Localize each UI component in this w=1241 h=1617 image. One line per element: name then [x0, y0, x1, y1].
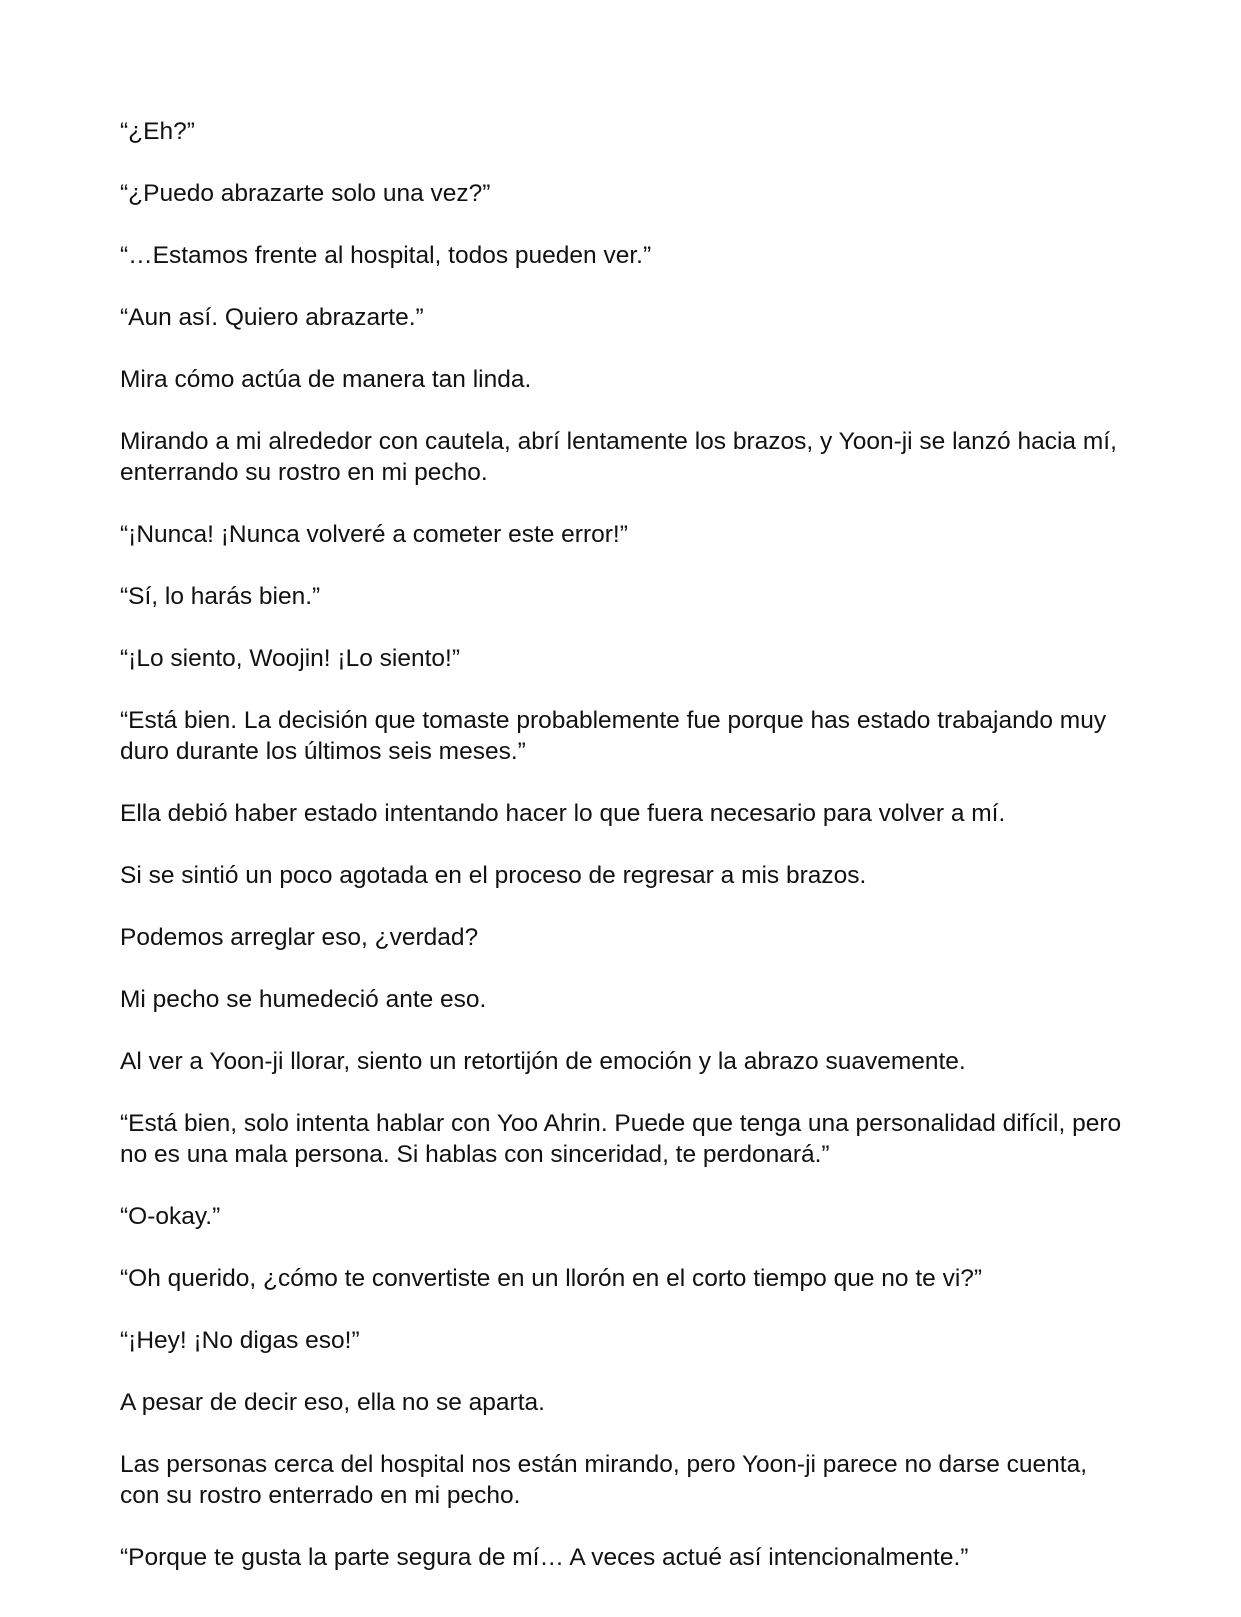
document-body — [120, 116, 1130, 1604]
paragraph: “¡Hey! ¡No digas eso!” — [120, 1327, 360, 1354]
paragraph: “Está bien. La decisión que tomaste probablemente fue porque has estado trabajando muy duro durante los últimos seis meses.” — [120, 707, 1107, 765]
paragraph: A pesar de decir eso, ella no se aparta. — [120, 1389, 545, 1416]
paragraph: Si se sintió un poco agotada en el proceso de regresar a mis brazos. — [120, 862, 867, 889]
paragraph: “…Estamos frente al hospital, todos pueden ver.” — [120, 242, 652, 269]
paragraph: Ella debió haber estado intentando hacer lo que fuera necesario para volver a mí. — [120, 800, 1006, 827]
paragraph: Podemos arreglar eso, ¿verdad? — [120, 924, 479, 951]
paragraph: “Está bien, solo intenta hablar con Yoo Ahrin. Puede que tenga una personalidad difícil, pero no es una mala persona. Si hablas con sinceridad, te perdonará.” — [120, 1110, 1122, 1168]
paragraph: Mirando a mi alrededor con cautela, abrí lentamente los brazos, y Yoon-ji se lanzó hacia mí, enterrando su rostro en mi pecho. — [120, 428, 1117, 486]
paragraph: Las personas cerca del hospital nos están mirando, pero Yoon-ji parece no darse cuenta, con su rostro enterrado en mi pecho. — [120, 1451, 1088, 1509]
paragraph: “Oh querido, ¿cómo te convertiste en un llorón en el corto tiempo que no te vi?” — [120, 1265, 983, 1292]
paragraph: “Sí, lo harás bien.” — [120, 583, 321, 610]
paragraph: “¿Eh?” — [120, 118, 195, 145]
paragraph: “¡Lo siento, Woojin! ¡Lo siento!” — [120, 645, 460, 672]
paragraph: “¿Puedo abrazarte solo una vez?” — [120, 180, 491, 207]
paragraph: “¡Nunca! ¡Nunca volveré a cometer este error!” — [120, 521, 628, 548]
paragraph: Mi pecho se humedeció ante eso. — [120, 986, 487, 1013]
paragraph: “O-okay.” — [120, 1203, 221, 1230]
paragraph: Mira cómo actúa de manera tan linda. — [120, 366, 532, 393]
paragraph: Al ver a Yoon-ji llorar, siento un retortijón de emoción y la abrazo suavemente. — [120, 1048, 966, 1075]
paragraph: “Aun así. Quiero abrazarte.” — [120, 304, 424, 331]
paragraph: “Porque te gusta la parte segura de mí… A veces actué así intencionalmente.” — [120, 1544, 969, 1571]
